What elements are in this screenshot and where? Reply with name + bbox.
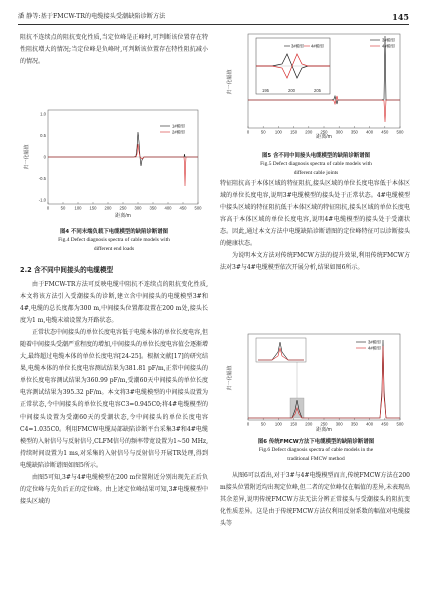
figure-6 (222, 330, 410, 434)
figure-6-caption (222, 438, 410, 463)
fig6-legend-label-4: 4#模型 (368, 345, 382, 351)
fig5-inset-xtick-205: 205 (314, 88, 321, 93)
fig4-ytick-label: 1.0 (40, 111, 46, 117)
fig4-xtick-label: 400 (164, 205, 172, 211)
fig4-ytick-label: -1.0 (38, 197, 46, 203)
left-col-para1-block (20, 32, 208, 68)
fig6-xtick-label: 300 (335, 421, 343, 427)
fig5-xtick-label: 250 (320, 129, 328, 135)
fig6-xtick-label: 250 (320, 421, 328, 427)
figure-4 (20, 104, 208, 224)
fig4-ytick-label: 0 (43, 154, 46, 160)
figure-4-plot (20, 104, 208, 224)
fig4-legend (160, 123, 185, 136)
fig5-series-4 (248, 96, 400, 122)
page-number: 145 (392, 12, 409, 22)
fig4-ytick-label: 0.5 (40, 133, 46, 138)
left-para-4: 由图5可知,3#与4#电缆模型在200 m位置附近分别出现先正后负的定位峰与先负后正的定位峰。由上述定位峰结果可知,3#电缆模型中接头区域的 (20, 473, 208, 505)
fig4-caption-en-1: Fig.4 Defect diagnosis spectra of cable models with (58, 237, 170, 244)
right-para-1: 特征阻抗高于本体区域的特征阻抗,接头区域的单位长度电容低于本体区域的单位长度电容,说明3#电缆模型的接头处于正常状态。4#电缆模型中接头区域的特征阻抗低于本体区域的特征阻抗,接头区域的单位长度电容高于本体区域的单位长度电容,说明4#电缆模型的接头处于受潮状态。因此,通过本文方法中电缆缺陷诊断谱图的定位峰特征可以诊断接头的健康状态。 (220, 180, 410, 248)
fig4-xtick-label: 200 (104, 205, 112, 211)
left-para-3: 正常状态中间接头的单位长度电容低于电缆本体的单位长度电容,但随着中间接头受潮严重程度的增加,中间接头的单位长度电容值会逐渐增大,最终超过电缆本体的单位长度电容[24-25]。根据文献[17]的研究结果,电缆本体的单位长度电容测试结果为381.81 pF/m,正常中间接头的单位长度电容测试结果为360.99 pF/m,受潮60天中间接头的单位长度电容测试结果为395.32 pF/m。本文将3#电缆模型的中间接头设置为正常状态,令中间接头的单位长度电容C3=0.945C0;将4#电缆模型的中间接头设置为受潮60天的受潮状态,令中间接头的单位长度电容C4=1.035C0。利用FMCW电缆局部缺陷诊断平台采集3#和4#电缆模型的入射信号与反射信号,CLFM信号的频率带宽设置为1~50 MHz,持续时间设置为1 ms,对采集的入射信号与反射信号开展TR处理,得到电缆缺陷诊断谱图如图5所示。 (20, 329, 208, 469)
fig6-xtick-label: 200 (305, 421, 313, 427)
fig5-legend-label-3: 3#模型 (382, 37, 396, 43)
fig5-xtick-label: 450 (381, 129, 389, 135)
fig5-xtick-label: 350 (350, 129, 358, 135)
fig4-legend-label-2: 2#模型 (172, 129, 186, 135)
fig4-xtick-label: 150 (89, 205, 97, 211)
fig4-ylabel: 归一化幅值 (24, 144, 30, 170)
fig4-caption-zh: 图4 不同末端负载下电缆模型的缺陷诊断谱图 (59, 229, 169, 235)
fig5-legend (370, 37, 395, 50)
figure-5-caption (222, 152, 410, 177)
fig6-x-ticks (247, 418, 404, 427)
fig5-caption-en-1: Fig.5 Defect diagnosis spectra of cable models with (260, 161, 372, 168)
fig5-xlabel: 距离/m (316, 134, 332, 140)
fig6-caption-zh: 图6 传统FMCW方法下电缆模型的缺陷诊断谱图 (257, 439, 375, 445)
fig4-legend-label-1: 1#模型 (172, 123, 186, 129)
fig5-xtick-label: 150 (290, 129, 298, 135)
fig5-xtick-label: 500 (396, 129, 404, 135)
fig5-inset-legend-label-3: 3#模型 (291, 43, 305, 49)
fig6-xtick-label: 350 (350, 421, 358, 427)
fig4-xlabel: 距离/m (115, 213, 131, 219)
fig5-caption-zh: 图5 含不同中间接头电缆模型的缺陷诊断谱图 (261, 153, 371, 159)
fig6-ylabel: 归一化幅值 (227, 365, 233, 391)
fig4-y-ticks (39, 112, 47, 203)
fig6-xtick-label: 500 (396, 421, 404, 427)
fig6-inset-frame (256, 338, 306, 362)
running-header (18, 10, 409, 25)
fig5-inset-legend-label-4: 4#模型 (311, 43, 325, 49)
fig5-xtick-label: 100 (274, 129, 282, 135)
right-para-2: 为说明本文方法对传统FMCW方法的提升效果,利用传统FMCW方法对3#与4#电缆模型依次开展分析,结果如图6所示。 (220, 252, 410, 272)
fig6-xlabel: 距离/m (316, 427, 332, 433)
fig4-series-1 (48, 132, 198, 166)
fig6-caption-en-2: traditional FMCW method (287, 455, 345, 462)
figure-5-plot (222, 30, 410, 142)
fig5-inset-xtick-195: 195 (262, 88, 269, 93)
fig6-inset (256, 338, 306, 362)
fig6-xtick-label: 150 (290, 421, 298, 427)
figure-5 (222, 30, 410, 142)
fig4-xtick-label: 350 (149, 205, 157, 211)
left-col-body (20, 279, 208, 508)
figure-4-caption (20, 228, 208, 253)
fig4-series-2 (48, 144, 198, 186)
right-col-body-top (220, 178, 410, 274)
fig5-inset-xtick-200: 200 (288, 88, 295, 93)
fig5-ylabel: 归一化幅值 (227, 69, 233, 95)
fig4-xtick-label: 0 (46, 205, 50, 211)
section-heading-2-2: 2.2 含不同中间接头的电缆模型 (20, 266, 114, 274)
fig6-xtick-label: 100 (274, 421, 282, 427)
fig5-legend-label-4: 4#模型 (382, 43, 396, 49)
fig5-xtick-label: 0 (246, 129, 250, 135)
fig5-xtick-label: 200 (305, 129, 313, 135)
left-para-1: 阻抗不连续点的阻抗变化性质,当定位峰是正峰时,可判断该位置存在特性阻抗增大的情况;当定位峰是负峰时,可判断该位置存在特性阻抗减小的情况。 (20, 34, 208, 66)
fig5-inset (256, 38, 330, 94)
fig5-caption-en-2: different cable joints (293, 169, 339, 176)
fig4-xtick-label: 100 (74, 205, 82, 211)
fig4-caption-en-2: different end loads (93, 245, 135, 252)
fig4-ytick-label: -0.5 (38, 176, 46, 181)
fig4-xtick-label: 50 (60, 205, 66, 211)
fig6-legend-label-3: 3#模型 (368, 339, 382, 345)
fig6-xtick-label: 50 (260, 421, 266, 427)
fig4-xtick-label: 300 (134, 205, 142, 211)
fig6-xtick-label: 450 (381, 421, 389, 427)
fig6-xtick-label: 0 (246, 421, 250, 427)
fig6-caption-en-1: Fig.6 Defect diagnosis spectra of cable models in the (258, 447, 374, 454)
fig5-xtick-label: 400 (366, 129, 374, 135)
fig5-xtick-label: 300 (335, 129, 343, 135)
running-title: 潘 静等:基于FMCW-TR的电缆接头受潮缺陷诊断方法 (18, 13, 166, 20)
fig4-xtick-label: 250 (119, 205, 127, 211)
fig4-xtick-label: 500 (194, 205, 202, 211)
fig4-x-ticks (47, 202, 202, 211)
fig4-xtick-label: 450 (179, 205, 187, 211)
fig6-legend (356, 339, 381, 352)
fig5-xtick-label: 50 (260, 129, 266, 135)
right-para-3: 从图6可以看出,对于3#与4#电缆模型而言,传统FMCW方法在200 m接头位置附近均出现定位峰,但二者的定位峰仅在幅值的差异,未表现出其余差异,说明传统FMCW方法无法分辨正常接头与受潮接头的阻抗变化性质差异。这是由于传统FMCW方法仅利用反射系数的幅值对电缆接头等 (220, 472, 410, 528)
fig6-xtick-label: 400 (366, 421, 374, 427)
figure-6-plot (222, 330, 410, 434)
left-para-2: 由于FMCW-TR方法可反映电缆中阻抗不连续点的阻抗变化性质,本文将该方法引入受潮接头的诊断,建立含中间接头的电缆模型3#和4#,电缆的总长度都为300 m,中间接头位置都设置在200 m处,接头长度为1 m,电缆末端设置为开路状态。 (20, 281, 208, 325)
right-col-body-bottom (220, 470, 410, 530)
